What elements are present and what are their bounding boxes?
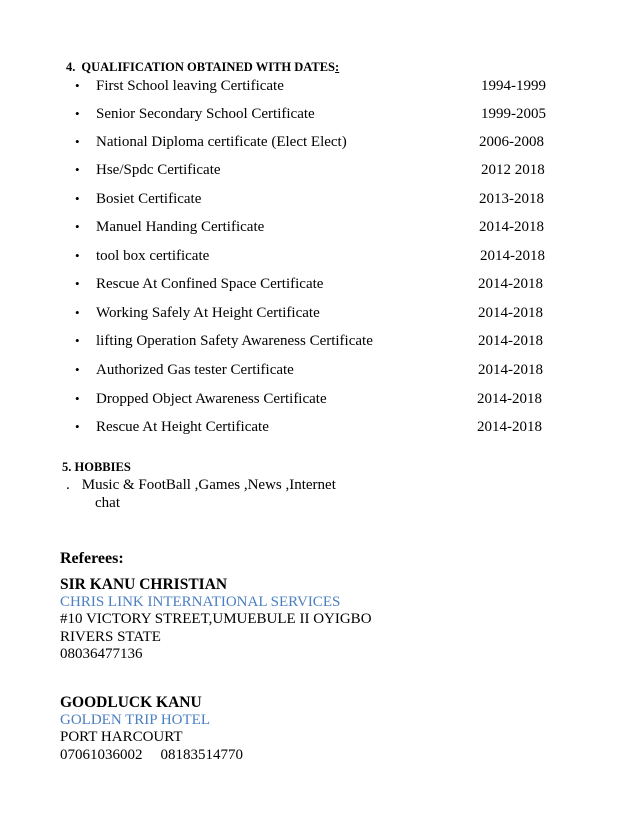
qualification-dates: 2014-2018 bbox=[478, 305, 543, 321]
bullet-icon: • bbox=[75, 305, 80, 320]
qualification-row bbox=[0, 360, 638, 380]
referee-phone-1: 08036477136 bbox=[60, 646, 143, 663]
qualification-dates: 2014-2018 bbox=[478, 362, 543, 378]
referee-address-line-2: RIVERS STATE bbox=[60, 628, 161, 645]
qualification-row bbox=[0, 246, 638, 266]
bullet-icon: • bbox=[75, 391, 80, 406]
referee-organization: CHRIS LINK INTERNATIONAL SERVICES bbox=[60, 593, 341, 610]
referee-phone-1: 07061036002 bbox=[60, 746, 143, 763]
qualification-name: National Diploma certificate (Elect Elect) bbox=[96, 134, 347, 150]
bullet-icon: • bbox=[75, 134, 80, 149]
qualification-row bbox=[0, 331, 638, 351]
qualification-name: Dropped Object Awareness Certificate bbox=[96, 391, 327, 407]
referee-name: GOODLUCK KANU bbox=[60, 694, 202, 711]
qualification-name: Manuel Handing Certificate bbox=[96, 219, 265, 235]
bullet-icon: • bbox=[75, 219, 80, 234]
referee-phone-2: 08183514770 bbox=[160, 746, 243, 763]
bullet-icon: • bbox=[75, 362, 80, 377]
referee-name: SIR KANU CHRISTIAN bbox=[60, 576, 228, 593]
qualification-dates: 2014-2018 bbox=[479, 219, 544, 235]
qualification-name: Hse/Spdc Certificate bbox=[96, 162, 221, 178]
qualification-dates: 2012 2018 bbox=[481, 162, 545, 178]
qualification-name: First School leaving Certificate bbox=[96, 78, 284, 94]
referee-address-line-1: #10 VICTORY STREET,UMUEBULE II OYIGBO bbox=[60, 611, 372, 628]
hobbies-dot: . bbox=[66, 477, 70, 493]
section-title: QUALIFICATION OBTAINED WITH DATES bbox=[81, 60, 336, 74]
qualification-name: Senior Secondary School Certificate bbox=[96, 106, 315, 122]
qualification-name: tool box certificate bbox=[96, 248, 210, 264]
hobbies-line-2: chat bbox=[95, 495, 120, 511]
qualification-dates: 2014-2018 bbox=[477, 419, 542, 435]
qualification-row bbox=[0, 217, 638, 237]
bullet-icon: • bbox=[75, 419, 80, 434]
referee-2 bbox=[60, 694, 243, 764]
qualification-row bbox=[0, 274, 638, 294]
qualification-dates: 2014-2018 bbox=[478, 333, 543, 349]
qualification-row bbox=[0, 189, 638, 209]
referee-1 bbox=[60, 576, 372, 664]
section-number: 4. bbox=[66, 60, 76, 74]
qualification-name: Bosiet Certificate bbox=[96, 191, 202, 207]
hobbies-line-1: Music & FootBall ,Games ,News ,Internet bbox=[81, 477, 336, 493]
bullet-icon: • bbox=[75, 191, 80, 206]
hobbies-heading: 5. HOBBIES bbox=[62, 460, 131, 474]
qualification-dates: 2014-2018 bbox=[477, 391, 542, 407]
hobbies-text bbox=[66, 476, 366, 512]
qualification-dates: 1994-1999 bbox=[481, 78, 546, 94]
qualification-name: Authorized Gas tester Certificate bbox=[96, 362, 294, 378]
qualification-row bbox=[0, 303, 638, 323]
bullet-icon: • bbox=[75, 276, 80, 291]
bullet-icon: • bbox=[75, 248, 80, 263]
referee-organization: GOLDEN TRIP HOTEL bbox=[60, 711, 210, 728]
bullet-icon: • bbox=[75, 106, 80, 121]
referees-heading: Referees: bbox=[60, 550, 124, 567]
referee-phone bbox=[60, 747, 243, 765]
qualification-name: Rescue At Height Certificate bbox=[96, 419, 269, 435]
qualification-row bbox=[0, 76, 638, 96]
qualification-row bbox=[0, 417, 638, 437]
referee-phone bbox=[60, 646, 372, 664]
qualification-row bbox=[0, 104, 638, 124]
qualification-name: Rescue At Confined Space Certificate bbox=[96, 276, 324, 292]
qualification-dates: 2014-2018 bbox=[480, 248, 545, 264]
referee-address-line-1: PORT HARCOURT bbox=[60, 729, 183, 746]
qualification-row bbox=[0, 132, 638, 152]
qualifications-heading bbox=[66, 60, 339, 75]
qualification-dates: 1999-2005 bbox=[481, 106, 546, 122]
qualification-row bbox=[0, 389, 638, 409]
qualification-dates: 2006-2008 bbox=[479, 134, 544, 150]
qualification-dates: 2014-2018 bbox=[478, 276, 543, 292]
bullet-icon: • bbox=[75, 78, 80, 93]
qualification-name: lifting Operation Safety Awareness Certificate bbox=[96, 333, 373, 349]
qualification-name: Working Safely At Height Certificate bbox=[96, 305, 320, 321]
section-colon: : bbox=[335, 60, 340, 74]
qualification-row bbox=[0, 160, 638, 180]
qualification-dates: 2013-2018 bbox=[479, 191, 544, 207]
bullet-icon: • bbox=[75, 333, 80, 348]
bullet-icon: • bbox=[75, 162, 80, 177]
